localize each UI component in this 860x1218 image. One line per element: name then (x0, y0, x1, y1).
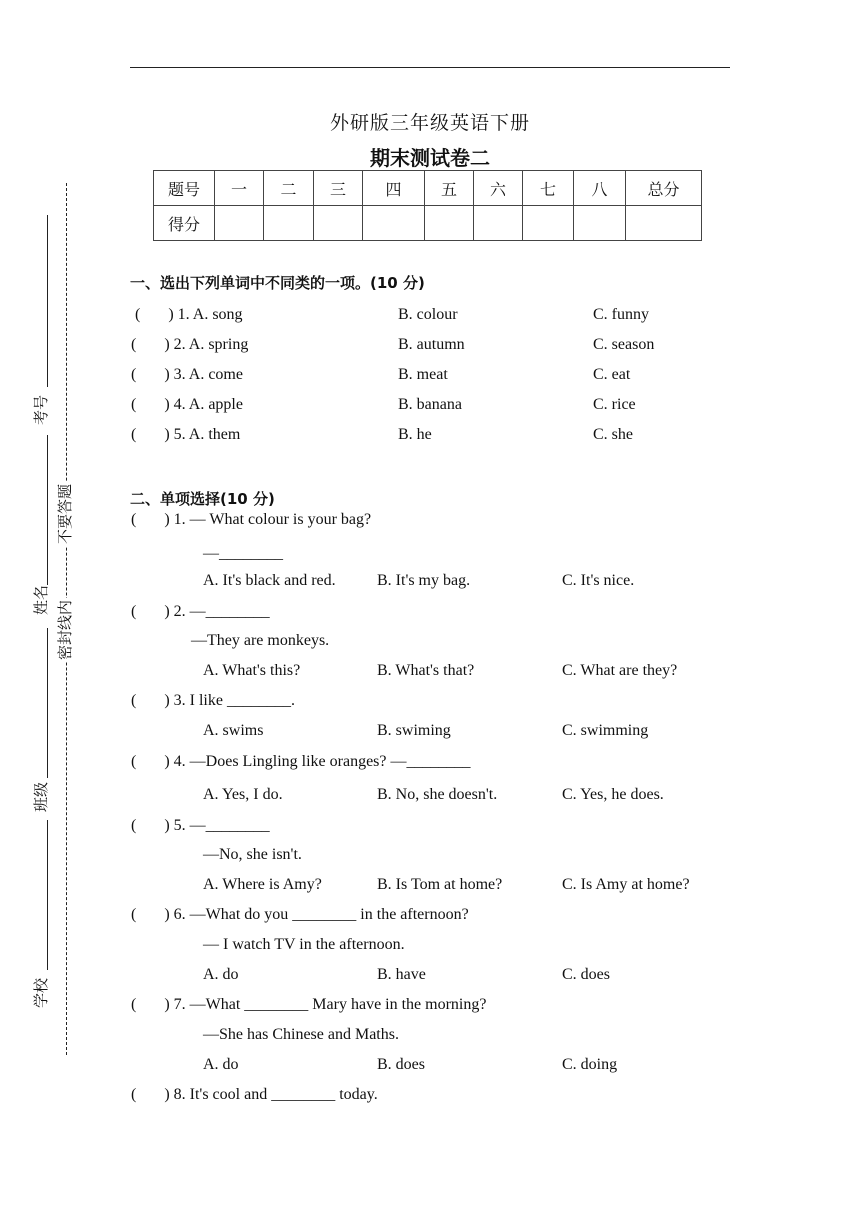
s1-item-3-c: C. eat (593, 366, 631, 383)
score-input-cell[interactable] (523, 206, 574, 241)
q4-stem: ( ) 4. —Does Lingling like oranges? —________ (131, 753, 471, 770)
q4-option-c: C. Yes, he does. (562, 786, 664, 803)
score-table-header-row (154, 171, 702, 206)
q3-option-a: A. swims (203, 722, 264, 739)
top-rule (130, 67, 730, 68)
q7-option-c: C. doing (562, 1056, 618, 1073)
score-input-cell[interactable] (363, 206, 425, 241)
q1-option-a: A. It's black and red. (203, 572, 336, 589)
q5-option-a: A. Where is Amy? (203, 876, 322, 893)
q6-answer-line: — I watch TV in the afternoon. (203, 936, 405, 953)
s1-item-1-c: C. funny (593, 306, 649, 323)
q6-option-c: C. does (562, 966, 610, 983)
section-2-heading: 二、单项选择(10 分) (130, 490, 275, 508)
q1-answer-line: —________ (203, 545, 283, 562)
score-input-cell[interactable] (574, 206, 626, 241)
q5-answer-line: —No, she isn't. (203, 846, 302, 863)
score-input-cell[interactable] (264, 206, 314, 241)
s1-item-1-b: B. colour (398, 306, 458, 323)
score-cell: 二 (264, 171, 314, 206)
exam-number-blank[interactable] (47, 215, 48, 387)
name-label: 姓名 (32, 584, 50, 615)
score-cell: 七 (523, 171, 574, 206)
q4-option-a: A. Yes, I do. (203, 786, 283, 803)
exam-subtitle: 外研版三年级英语下册 (329, 113, 530, 134)
q4-option-b: B. No, she doesn't. (377, 786, 498, 803)
q1-option-c: C. It's nice. (562, 572, 635, 589)
class-blank[interactable] (47, 628, 48, 778)
q6-option-b: B. have (377, 966, 426, 983)
q3-option-b: B. swiming (377, 722, 451, 739)
s1-item-3-stem: ( ) 3. A. come (131, 366, 243, 383)
q7-stem: ( ) 7. —What ________ Mary have in the morning? (131, 996, 487, 1013)
exam-title: 期末测试卷二 (370, 146, 490, 170)
q2-option-b: B. What's that? (377, 662, 475, 679)
exam-number-label: 考号 (32, 394, 50, 425)
score-cell: 六 (474, 171, 523, 206)
score-input-cell[interactable] (474, 206, 523, 241)
s1-item-1-stem: ( ) 1. A. song (131, 306, 243, 323)
q6-option-a: A. do (203, 966, 239, 983)
score-cell: 总分 (626, 171, 702, 206)
score-input-cell[interactable] (314, 206, 363, 241)
s1-item-4-b: B. banana (398, 396, 462, 413)
s1-item-3-b: B. meat (398, 366, 448, 383)
score-input-cell[interactable] (626, 206, 702, 241)
q5-option-c: C. Is Amy at home? (562, 876, 690, 893)
s1-item-2-stem: ( ) 2. A. spring (131, 336, 249, 353)
seal-note-1: 密封线内 (56, 599, 74, 660)
q1-stem: ( ) 1. — What colour is your bag? (131, 511, 372, 528)
s1-item-5-b: B. he (398, 426, 432, 443)
q8-stem: ( ) 8. It's cool and ________ today. (131, 1086, 378, 1103)
score-input-cell[interactable] (425, 206, 474, 241)
seal-note-2: 不要答题 (56, 483, 74, 544)
school-label: 学校 (32, 977, 50, 1008)
s1-item-2-b: B. autumn (398, 336, 465, 353)
q7-option-a: A. do (203, 1056, 239, 1073)
s1-item-5-c: C. she (593, 426, 633, 443)
score-cell: 一 (215, 171, 264, 206)
s1-item-5-stem: ( ) 5. A. them (131, 426, 241, 443)
q5-stem: ( ) 5. —________ (131, 817, 270, 834)
q7-option-b: B. does (377, 1056, 425, 1073)
s1-item-4-stem: ( ) 4. A. apple (131, 396, 243, 413)
q2-stem: ( ) 2. —________ (131, 603, 270, 620)
score-cell: 四 (363, 171, 425, 206)
q2-option-c: C. What are they? (562, 662, 678, 679)
score-table (153, 170, 702, 241)
q3-stem: ( ) 3. I like ________. (131, 692, 295, 709)
score-table-score-row (154, 206, 702, 241)
q5-option-b: B. Is Tom at home? (377, 876, 503, 893)
q2-answer-line: —They are monkeys. (191, 632, 330, 649)
q7-answer-line: —She has Chinese and Maths. (203, 1026, 399, 1043)
score-cell: 三 (314, 171, 363, 206)
score-cell: 题号 (154, 171, 215, 206)
s1-item-2-c: C. season (593, 336, 655, 353)
score-label-cell: 得分 (154, 206, 215, 241)
q1-option-b: B. It's my bag. (377, 572, 471, 589)
class-label: 班级 (32, 781, 50, 812)
s1-item-4-c: C. rice (593, 396, 636, 413)
score-cell: 八 (574, 171, 626, 206)
section-1-heading: 一、选出下列单词中不同类的一项。(10 分) (130, 274, 425, 292)
q2-option-a: A. What's this? (203, 662, 301, 679)
q6-stem: ( ) 6. —What do you ________ in the afternoon? (131, 906, 469, 923)
q3-option-c: C. swimming (562, 722, 649, 739)
name-blank[interactable] (47, 435, 48, 585)
school-blank[interactable] (47, 820, 48, 970)
score-input-cell[interactable] (215, 206, 264, 241)
score-cell: 五 (425, 171, 474, 206)
